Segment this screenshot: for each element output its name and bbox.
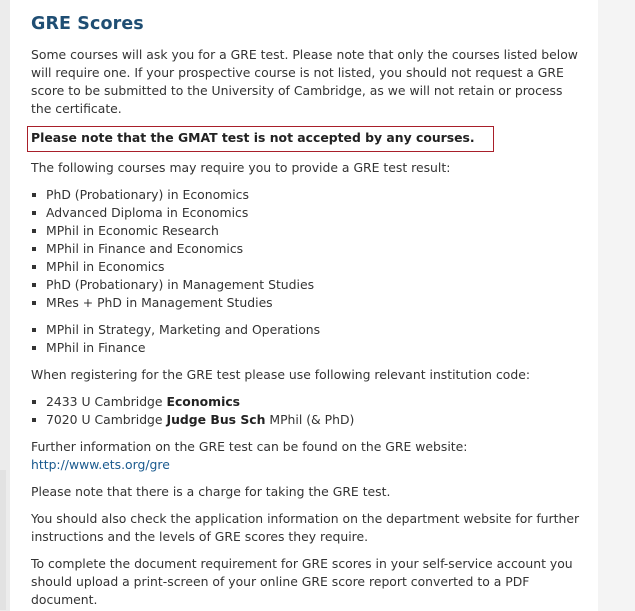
institution-code-list	[31, 393, 586, 429]
bullet-icon	[32, 247, 36, 251]
left-gutter	[0, 0, 10, 611]
intro-paragraph: Some courses will ask you for a GRE test. Please note that only the courses listed below will require one. If your prospective course is not listed, you should not request a GRE score to be submitted to the University of Cambridge, as we will not retain or process the certificate.	[31, 47, 578, 116]
list-item: PhD (Probationary) in Economics	[31, 186, 586, 204]
bullet-icon	[32, 283, 36, 287]
page-title: GRE Scores	[31, 14, 144, 34]
list-item: 7020 U Cambridge Judge Bus Sch MPhil (& PhD)	[31, 411, 586, 429]
bullet-icon	[32, 400, 36, 404]
bullet-icon	[32, 418, 36, 422]
list-item: 2433 U Cambridge Economics	[31, 393, 586, 411]
bullet-icon	[32, 328, 36, 332]
bullet-icon	[32, 301, 36, 305]
list-item: MRes + PhD in Management Studies	[31, 294, 586, 312]
gmat-notice-text: Please note that the GMAT test is not accepted by any courses.	[31, 130, 475, 145]
list-item: MPhil in Economics	[31, 258, 586, 276]
bullet-icon	[32, 346, 36, 350]
right-gutter	[598, 0, 635, 611]
bullet-icon	[32, 211, 36, 215]
list-item: Advanced Diploma in Economics	[31, 204, 586, 222]
upload-info: To complete the document requirement for GRE scores in your self-service account you should upload a print-screen of your online GRE score report converted to a PDF document.	[31, 556, 573, 607]
content-panel	[10, 0, 598, 611]
list-item: MPhil in Strategy, Marketing and Operations	[31, 321, 586, 339]
courses-intro: The following courses may require you to provide a GRE test result:	[31, 160, 451, 175]
bullet-icon	[32, 265, 36, 269]
bullet-icon	[32, 229, 36, 233]
gmat-notice-box	[27, 126, 494, 152]
gutter-shadow	[0, 470, 6, 610]
gre-website-link[interactable]: http://www.ets.org/gre	[31, 457, 170, 472]
course-list-1	[31, 186, 586, 312]
check-info: You should also check the application information on the department website for further instructions and the levels of GRE scores they require.	[31, 511, 580, 544]
list-item: PhD (Probationary) in Management Studies	[31, 276, 586, 294]
list-item: MPhil in Finance	[31, 339, 586, 357]
course-list-2	[31, 321, 586, 357]
list-item: MPhil in Economic Research	[31, 222, 586, 240]
further-info: Further information on the GRE test can be found on the GRE website:	[31, 439, 468, 454]
charge-note: Please note that there is a charge for taking the GRE test.	[31, 484, 391, 499]
codes-intro: When registering for the GRE test please use following relevant institution code:	[31, 367, 530, 382]
bullet-icon	[32, 193, 36, 197]
list-item: MPhil in Finance and Economics	[31, 240, 586, 258]
